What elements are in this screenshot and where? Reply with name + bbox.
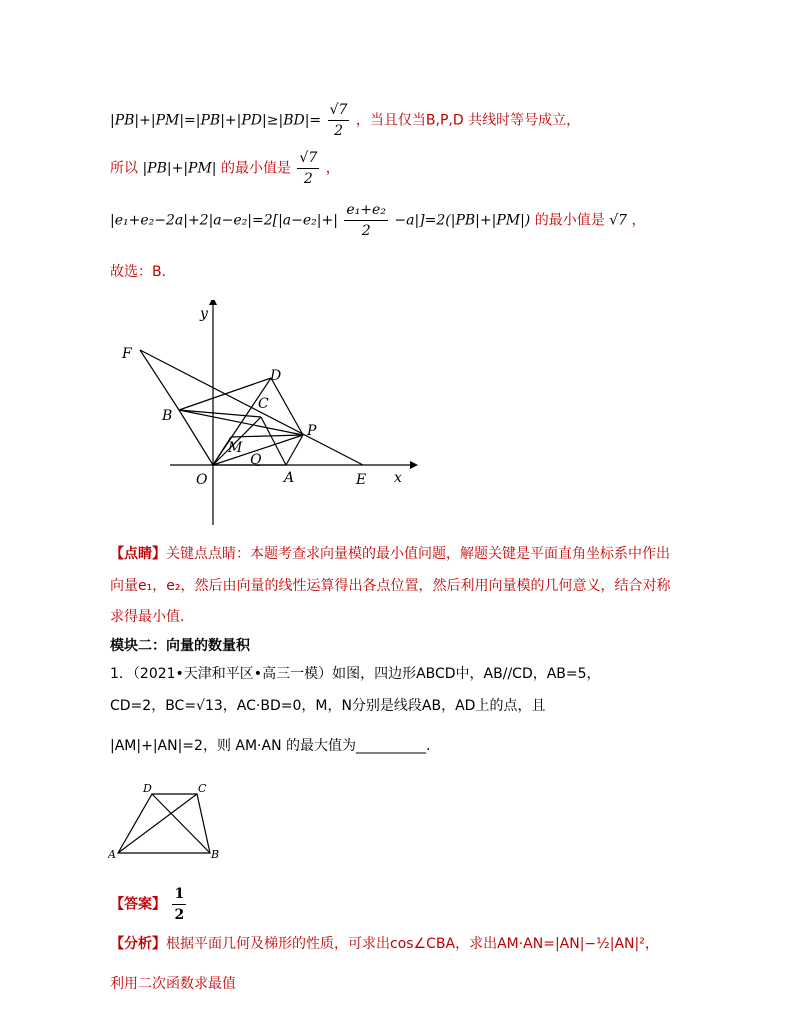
label-Q: Q xyxy=(250,452,262,468)
comment-tag: 【点睛】 xyxy=(110,546,166,562)
label-D: D xyxy=(270,368,282,384)
analysis-line-1: 【分析】根据平面几何及梯形的性质，可求出cos∠CBA，求出AM·AN=|AN|−½|AN|²， xyxy=(110,936,659,952)
label-F: F xyxy=(122,346,132,362)
sqrt7-over-2-fraction-2: $\frac{√7}{2}$ xyxy=(299,150,318,187)
trapezoid-figure xyxy=(108,780,228,865)
min-value-text: 的最小值是 xyxy=(220,160,291,177)
comment-line-3: 求得最小值． xyxy=(110,609,194,625)
label-C: C xyxy=(258,396,269,412)
solution-line-2: 所以 |PB|+|PM| 的最小值是 $\frac{√7}{2}$ ， xyxy=(110,150,340,187)
vector-half-sum-fraction: $\frac{\text{e₁+e₂}}{2}$ xyxy=(346,202,386,239)
label-M: M xyxy=(228,440,243,456)
label-O: O xyxy=(196,472,208,488)
question-line-3: |AM|+|AN|=2，则 AM·AN 的最大值为__________. xyxy=(110,738,431,754)
comment-line-1: 【点睛】关键点点睛：本题考查求向量模的最小值问题，解题关键是平面直角坐标系中作出 xyxy=(110,546,670,562)
answer-tag: 【答案】 xyxy=(110,896,166,913)
label-A: A xyxy=(284,470,295,486)
question-line-1: 1．（2021•天津和平区•高三一模）如图，四边形ABCD中，AB//CD，AB=5， xyxy=(110,666,601,682)
trap-label-A: A xyxy=(108,848,116,861)
equality-condition-text: ，当且仅当B,P,D 共线时等号成立， xyxy=(355,112,581,129)
inequality-expression: |PB|+|PM|=|PB|+|PD|≥|BD|= xyxy=(110,112,322,129)
answer-line xyxy=(110,884,188,925)
label-x: x xyxy=(394,470,402,486)
analysis-tag: 【分析】 xyxy=(110,936,166,952)
label-P: P xyxy=(307,423,317,439)
answer-choice: 故选：B． xyxy=(110,264,176,280)
analysis-line-2: 利用二次函数求最值 xyxy=(110,976,236,992)
trap-label-D: D xyxy=(143,782,152,795)
trap-label-B: B xyxy=(211,848,220,861)
coordinate-figure xyxy=(110,300,420,530)
label-B: B xyxy=(162,408,173,424)
so-prefix: 所以 xyxy=(110,160,138,177)
solution-line-3: |e₁+e₂−2a|+2|a−e₂|=2[|a−e₂|+| $\frac{\text{e₁+e₂}}{2}$ −a|]=2(|PB|+|PM|) 的最小值是 √7 ， xyxy=(110,202,646,239)
module-title: 模块二：向量的数量积 xyxy=(110,638,250,654)
question-line-2: CD=2，BC=√13，AC·BD=0，M，N分别是线段AB，AD上的点，且 xyxy=(110,698,546,714)
comment-line-2: 向量e₁，e₂，然后由向量的线性运算得出各点位置，然后利用向量模的几何意义，结合对称 xyxy=(110,578,671,594)
label-E: E xyxy=(356,472,367,488)
vector-expression-b: −a|]=2(|PB|+|PM|) xyxy=(394,212,531,229)
min-value-text-2: 的最小值是 xyxy=(534,212,605,229)
sum-expression: |PB|+|PM| xyxy=(142,160,217,177)
answer-fraction: $\frac{1}{2}$ xyxy=(174,886,185,923)
vector-expression-a: |e₁+e₂−2a|+2|a−e₂|=2[|a−e₂|+| xyxy=(110,212,338,229)
solution-line-1 xyxy=(110,100,580,141)
trap-label-C: C xyxy=(198,782,207,795)
label-y: y xyxy=(200,306,208,322)
sqrt7-over-2-fraction: $\frac{√7}{2}$ xyxy=(329,102,348,139)
min-value: √7 xyxy=(609,212,628,229)
question-number: 1． xyxy=(110,666,133,682)
